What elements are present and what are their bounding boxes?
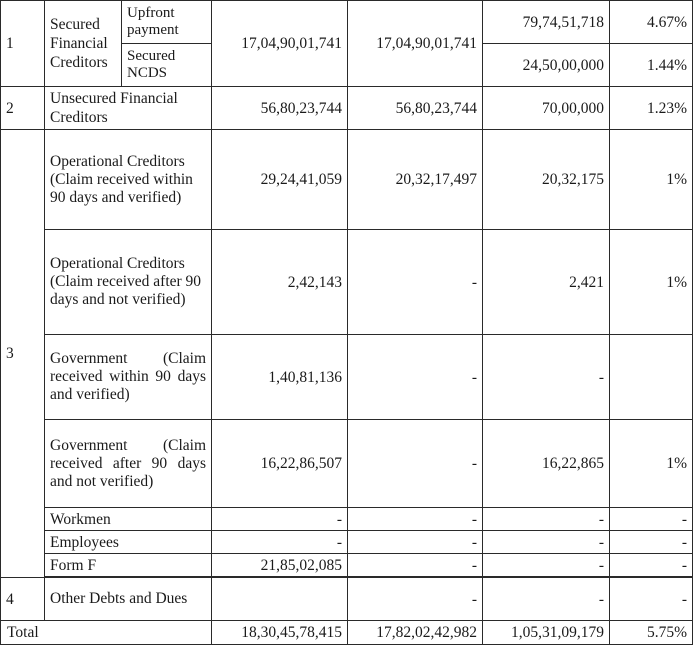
amount-cell: - — [483, 335, 610, 420]
category-cell: Secured Financial Creditors — [45, 1, 122, 87]
category-cell: Workmen — [45, 508, 212, 531]
amount-cell: - — [483, 578, 610, 621]
claim-admitted-cell: 1,40,81,136 — [212, 335, 348, 420]
claim-admitted-cell: 56,80,23,744 — [212, 87, 348, 130]
amount-cell: - — [483, 531, 610, 554]
claim-admitted-cell: 29,24,41,059 — [212, 130, 348, 230]
percentage-cell: - — [610, 578, 693, 621]
claim-verified-cell: - — [348, 531, 483, 554]
table-row — [1, 335, 693, 420]
total-amount: 1,05,31,09,179 — [483, 621, 610, 645]
amount-cell: 20,32,175 — [483, 130, 610, 230]
category-cell: Operational Creditors (Claim received within 90 days and verified) — [45, 130, 212, 230]
serial-number: 1 — [1, 1, 45, 87]
percentage-cell: 1.44% — [610, 44, 693, 87]
total-percentage: 5.75% — [610, 621, 693, 645]
subcategory-cell: Upfront payment — [122, 1, 212, 44]
amount-cell: 24,50,00,000 — [483, 44, 610, 87]
table-row — [1, 87, 693, 130]
category-cell: Other Debts and Dues — [45, 578, 212, 621]
table-row — [1, 554, 693, 577]
percentage-cell — [610, 335, 693, 420]
claim-admitted-cell — [212, 578, 348, 621]
serial-number: 4 — [1, 578, 45, 621]
total-row — [1, 621, 693, 645]
total-claim-verified: 17,82,02,42,982 — [348, 621, 483, 645]
claim-verified-cell: 17,04,90,01,741 — [348, 1, 483, 87]
claim-admitted-cell: 17,04,90,01,741 — [212, 1, 348, 87]
table-row — [1, 578, 693, 621]
table-row — [1, 420, 693, 508]
total-label: Total — [1, 621, 212, 645]
category-cell: Operational Creditors (Claim received after 90 days and not verified) — [45, 230, 212, 335]
table-row — [1, 130, 693, 230]
claim-admitted-cell: 2,42,143 — [212, 230, 348, 335]
category-cell: Unsecured Financial Creditors — [45, 87, 212, 130]
claim-verified-cell: - — [348, 554, 483, 577]
category-cell: Form F — [45, 554, 212, 577]
amount-cell: - — [483, 554, 610, 577]
claim-admitted-cell: - — [212, 508, 348, 531]
category-cell: Employees — [45, 531, 212, 554]
claim-admitted-cell: 21,85,02,085 — [212, 554, 348, 577]
percentage-cell: - — [610, 531, 693, 554]
amount-cell: 16,22,865 — [483, 420, 610, 508]
claim-verified-cell: - — [348, 578, 483, 621]
serial-number: 3 — [1, 130, 45, 578]
claim-verified-cell: - — [348, 230, 483, 335]
percentage-cell: 1% — [610, 130, 693, 230]
category-cell: Government (Claim received after 90 days and not verified) — [45, 420, 212, 508]
table-row — [1, 508, 693, 531]
total-claim-admitted: 18,30,45,78,415 — [212, 621, 348, 645]
percentage-cell: 1% — [610, 420, 693, 508]
claim-verified-cell: - — [348, 335, 483, 420]
claim-verified-cell: 56,80,23,744 — [348, 87, 483, 130]
category-cell: Government (Claim received within 90 days and verified) — [45, 335, 212, 420]
subcategory-cell: Secured NCDS — [122, 44, 212, 87]
table-row — [1, 230, 693, 335]
claim-verified-cell: - — [348, 420, 483, 508]
table-row — [1, 531, 693, 554]
percentage-cell: 1% — [610, 230, 693, 335]
amount-cell: 70,00,000 — [483, 87, 610, 130]
amount-cell: 2,421 — [483, 230, 610, 335]
amount-cell: - — [483, 508, 610, 531]
percentage-cell: 4.67% — [610, 1, 693, 44]
serial-number: 2 — [1, 87, 45, 130]
percentage-cell: - — [610, 508, 693, 531]
table-row — [1, 1, 693, 44]
claim-verified-cell: 20,32,17,497 — [348, 130, 483, 230]
claim-admitted-cell: - — [212, 531, 348, 554]
claim-verified-cell: - — [348, 508, 483, 531]
claim-admitted-cell: 16,22,86,507 — [212, 420, 348, 508]
percentage-cell: 1.23% — [610, 87, 693, 130]
percentage-cell: - — [610, 554, 693, 577]
amount-cell: 79,74,51,718 — [483, 1, 610, 44]
